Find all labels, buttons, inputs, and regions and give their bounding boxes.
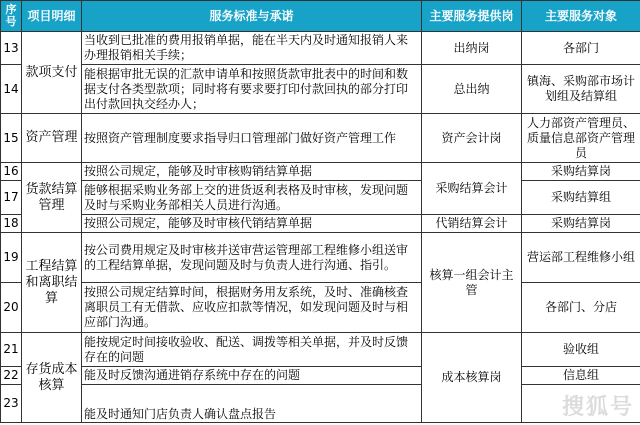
header-seq: 序号: [1, 1, 22, 32]
table-row: [1, 385, 640, 423]
service-target: 采购结算组: [522, 181, 640, 215]
row-number: 18: [1, 215, 22, 233]
category-inventory-costing: 存货成本核算: [22, 333, 82, 423]
header-standard: 服务标准与承诺: [82, 1, 422, 32]
row-number: 22: [1, 367, 22, 385]
standard-text: 按公司费用规定及时审核并送审营运管理部工程维修小组送审的工程结算单据，发现问题及时与负责人进行沟通、指引。: [82, 233, 422, 283]
standard-text: 能及时通知门店负责人确认盘点报告: [82, 385, 422, 423]
row-number: 21: [1, 333, 22, 367]
service-post: 资产会计岗: [422, 114, 522, 163]
service-post: 代销结算会计: [422, 215, 522, 233]
row-number: 20: [1, 283, 22, 333]
category-payment: 款项支付: [22, 32, 82, 114]
header-target: 主要服务对象: [522, 1, 640, 32]
table-row: [1, 283, 640, 333]
service-target: 采购结算岗: [522, 215, 640, 233]
standard-text: 按照公司规定，能够及时审核购销结算单据: [82, 163, 422, 181]
service-target: 人力部资产管理员、质量信息部资产管理员: [522, 114, 640, 163]
table-row: [1, 65, 640, 114]
header-item: 项目明细: [22, 1, 82, 32]
watermark: 搜狐号: [561, 395, 634, 420]
row-number: 14: [1, 65, 22, 114]
standard-text: 按照公司规定，能够及时审核代销结算单据: [82, 215, 422, 233]
table-row: [1, 215, 640, 233]
table-row: [1, 32, 640, 65]
row-number: 15: [1, 114, 22, 163]
category-asset: 资产管理: [22, 114, 82, 163]
standard-text: 能够根据采购业务部上交的进货返利表格及时审核，发现问题及时与采购业务部相关人员进行沟通。: [82, 181, 422, 215]
table-row: [1, 181, 640, 215]
row-number: 13: [1, 32, 22, 65]
table-row: [1, 114, 640, 163]
service-target: 采购结算岗: [522, 163, 640, 181]
table-row: [1, 333, 640, 367]
row-number: 17: [1, 181, 22, 215]
table-row: [1, 233, 640, 283]
service-target: 各部门、分店: [522, 283, 640, 333]
service-post: 总出纳: [422, 65, 522, 114]
standard-text: 按照公司规定结算时间，根据财务用友系统，及时、准确核查离职员工有无借款、应收应扣款等情况，如发现问题及时与相应部门沟通。: [82, 283, 422, 333]
service-post: 成本核算岗: [422, 333, 522, 423]
standard-text: 当收到已批准的费用报销单据，能在半天内及时通知报销人来办理报销相关手续；: [82, 32, 422, 65]
standard-text: 能根据审批无误的汇款申请单和按照货款审批表中的时间和数据支付各类型款项；同时将有要求要打印付款回执的部分打印出付款回执交经办人；: [82, 65, 422, 114]
service-target: 营运部工程维修小组: [522, 233, 640, 283]
service-target: 镇海、采购部市场计划组及结算组: [522, 65, 640, 114]
header-post: 主要服务提供岗: [422, 1, 522, 32]
category-engineering-settlement: 工程结算和离职结算: [22, 233, 82, 333]
row-number: 23: [1, 385, 22, 423]
row-number: 19: [1, 233, 22, 283]
service-post: 出纳岗: [422, 32, 522, 65]
standard-text: 能及时反馈沟通进销存系统中存在的问题: [82, 367, 422, 385]
service-post: 采购结算会计: [422, 163, 522, 215]
service-target: 各部门: [522, 32, 640, 65]
service-target: 信息组: [522, 367, 640, 385]
standard-text: 能按规定时间接收验收、配送、调拨等相关单据，并及时反馈存在的问题: [82, 333, 422, 367]
table-row: [1, 367, 640, 385]
service-post: 核算一组会计主管: [422, 233, 522, 333]
table-row: [1, 163, 640, 181]
table-header-row: [1, 1, 640, 32]
row-number: 16: [1, 163, 22, 181]
category-goods-settlement: 货款结算管理: [22, 163, 82, 233]
standard-text: 按照资产管理制度要求指导归口管理部门做好资产管理工作: [82, 114, 422, 163]
service-target: 验收组: [522, 333, 640, 367]
